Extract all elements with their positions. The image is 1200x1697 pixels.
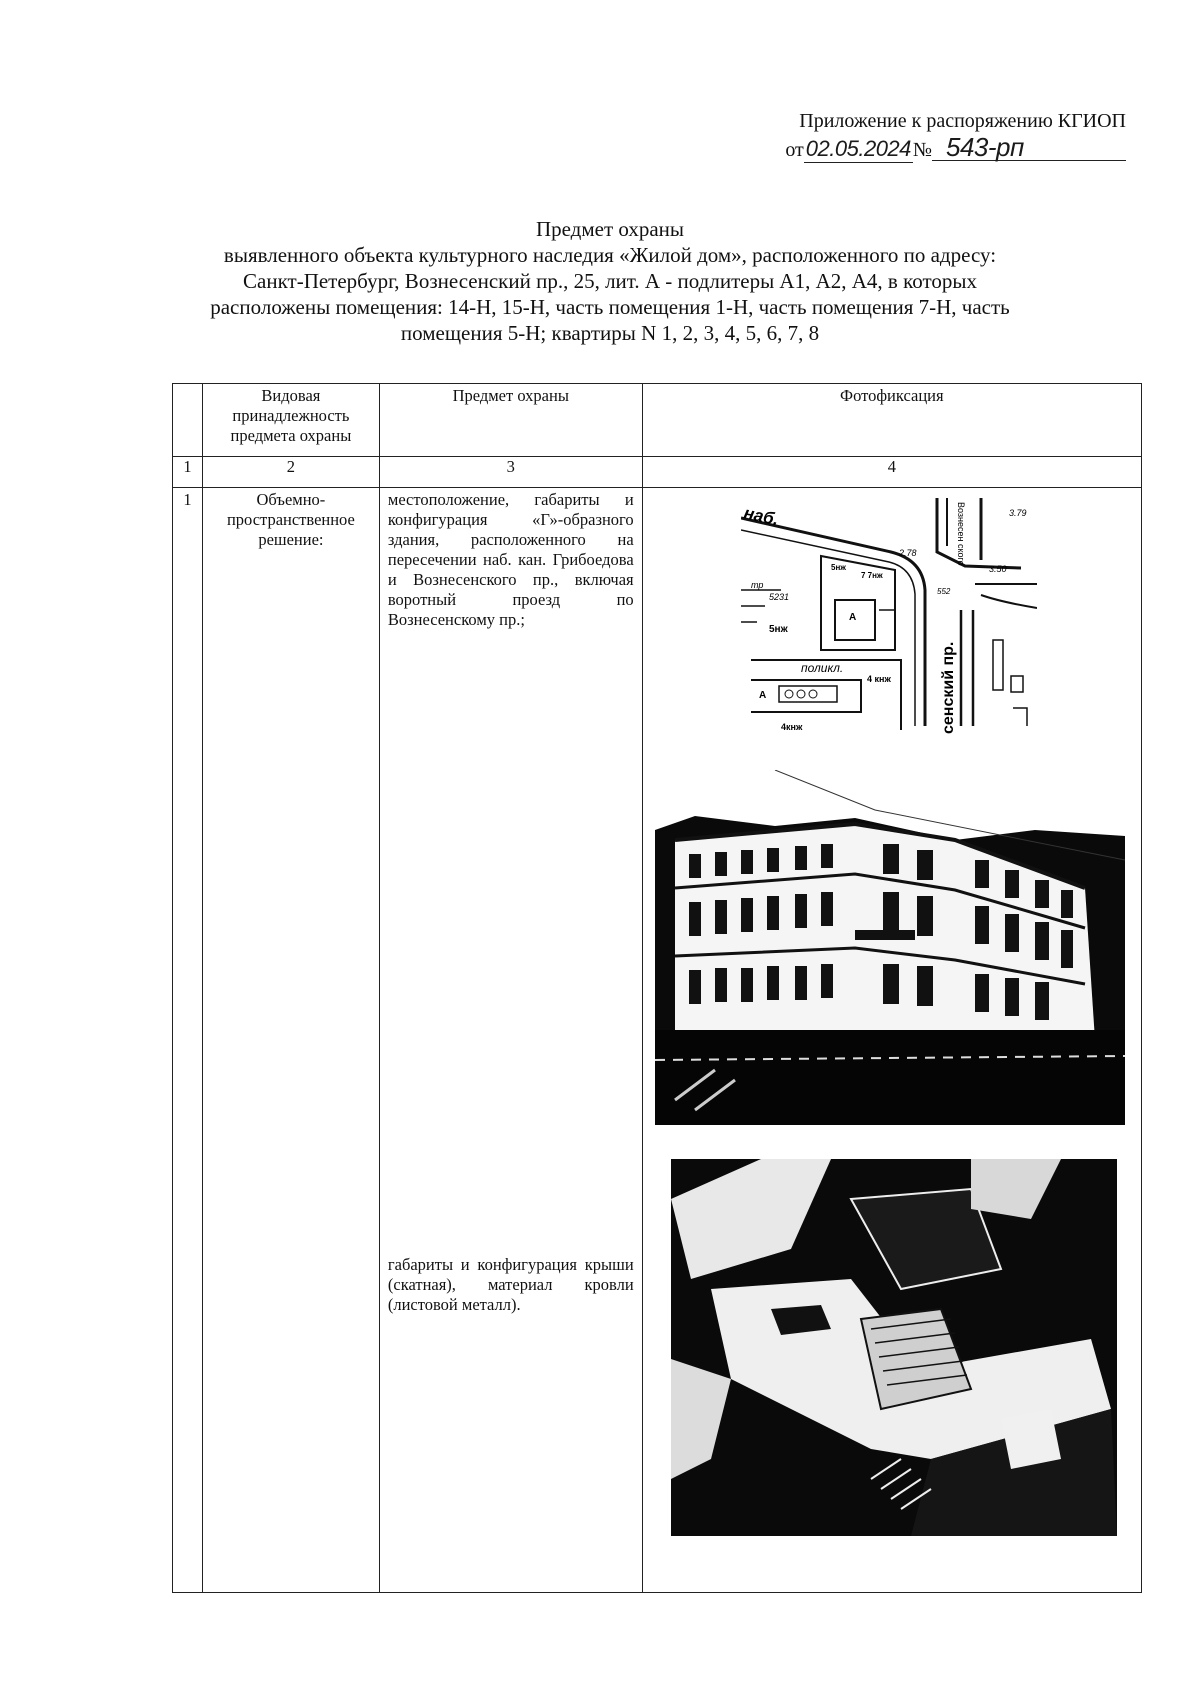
document-title	[150, 216, 1070, 346]
order-date: 02.05.2024	[805, 136, 911, 161]
map-label-4knzh-b: 4кнж	[780, 722, 802, 732]
map-label-mp: тр	[750, 580, 764, 590]
row-type	[202, 488, 379, 1593]
header-col-num	[173, 384, 203, 457]
subject-item-roof: габариты и конфигурация крыши (скатная), материал кровли (листовой металл).	[387, 1255, 634, 1314]
table-row	[173, 488, 1142, 1593]
order-number: 543-рп	[932, 134, 1126, 161]
map-label-v1: 3.79	[1008, 508, 1027, 518]
column-number-row	[173, 457, 1142, 488]
map-label-v4: 5231	[768, 592, 789, 602]
title-line-1: Предмет охраны	[535, 217, 685, 241]
row-type-label: Объемно-пространственное решение:	[226, 490, 355, 549]
appendix-title: Приложение к распоряжению КГИОП	[799, 110, 1126, 132]
map-label-5nzh: 5нж	[768, 624, 788, 635]
map-label-voz-main: сенский пр.	[939, 641, 957, 734]
col-number-4: 4	[642, 457, 1141, 488]
from-prefix: от	[785, 139, 804, 161]
col-number-2: 2	[202, 457, 379, 488]
map-label-polikl: поликл.	[800, 661, 843, 675]
subject-item-location: местоположение, габариты и конфигурация «Г»-образного здания, расположенного на пересечении наб. кан. Грибоедова и Вознесенского пр., включая воротный проезд по Вознесенскому пр.;	[387, 490, 634, 629]
header-col-type-label: Видовая принадлежность предмета охраны	[230, 386, 352, 445]
map-label-v2: 2.78	[898, 548, 917, 558]
title-line-4: расположены помещения: 14-Н, 15-Н, часть помещения 1-Н, часть помещения 7-Н, часть	[210, 295, 1010, 319]
map-label-voz-top: Вознесен ского	[955, 502, 966, 566]
header-col-photo-label: Фотофиксация	[840, 386, 944, 405]
map-label-nab: наб.	[741, 503, 780, 530]
map-label-v5: 552	[936, 587, 951, 596]
map-label-5nzh-b: 5нж	[830, 563, 846, 572]
title-line-2: выявленного объекта культурного наследия «Жилой дом», расположенного по адресу:	[223, 243, 997, 267]
map-label-a1: А	[848, 612, 856, 623]
row-photos	[642, 488, 1141, 1593]
title-line-5: помещения 5-Н; квартиры N 1, 2, 3, 4, 5, 6, 7, 8	[400, 321, 820, 345]
row-number: 1	[173, 488, 203, 1593]
map-label-4knzh-a: 4 кнж	[866, 674, 891, 684]
header-col-photo	[642, 384, 1141, 457]
facade-photo	[655, 770, 1125, 1125]
col-number-1: 1	[173, 457, 203, 488]
aerial-roof-photo	[671, 1159, 1117, 1536]
header-col-subject-label: Предмет охраны	[452, 386, 569, 405]
header-col-type	[202, 384, 379, 457]
map-label-a2: А	[758, 690, 766, 701]
protection-table	[172, 383, 1142, 1593]
col-number-3: 3	[379, 457, 642, 488]
table-header-row	[173, 384, 1142, 457]
row-subject	[379, 488, 642, 1593]
header-col-subject	[379, 384, 642, 457]
appendix-header	[785, 108, 1126, 163]
order-reference	[785, 134, 1126, 163]
map-label-7nzh: 7 7нж	[860, 571, 883, 580]
map-label-v3: 3.50	[988, 564, 1007, 574]
number-sign: №	[912, 139, 932, 161]
site-plan-map	[741, 490, 1037, 748]
title-line-3: Санкт-Петербург, Вознесенский пр., 25, лит. А - подлитеры А1, А2, А4, в которых	[243, 269, 977, 293]
